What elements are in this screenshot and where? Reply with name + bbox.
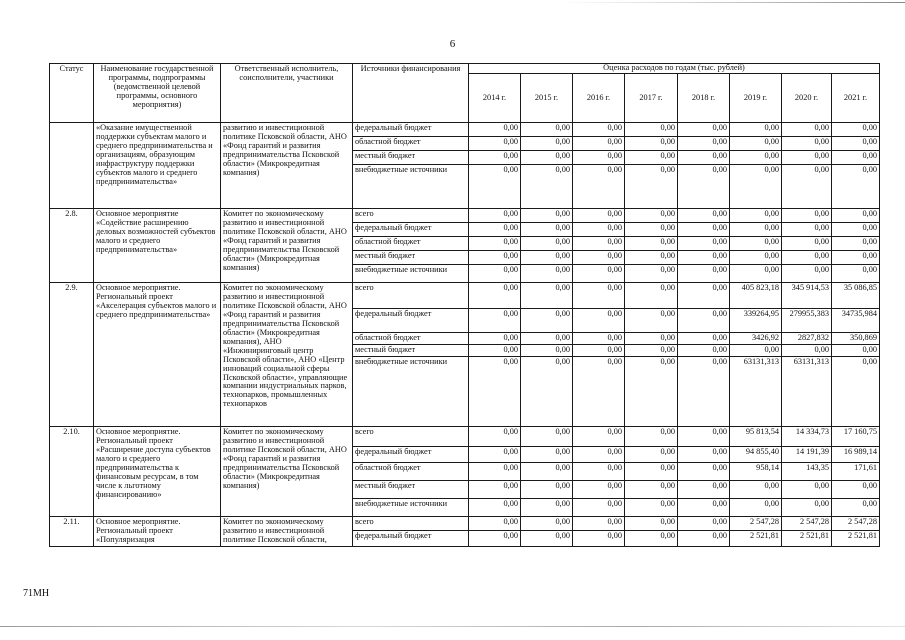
- amount-cell: 0,00: [678, 517, 730, 531]
- amount-cell: 0,00: [573, 517, 625, 531]
- amount-cell: 0,00: [678, 123, 730, 137]
- amount-cell: 0,00: [625, 499, 678, 517]
- row-executor: Комитет по экономическому развитию и инвестиционной политике Псковской области, АНО «Фонд гарантий и развития предпринимательства Псковской области» (Микрокредитная компания): [221, 427, 353, 517]
- amount-cell: 0,00: [521, 237, 573, 251]
- funding-source: федеральный бюджет: [353, 447, 469, 463]
- amount-cell: 63131,313: [730, 357, 782, 427]
- amount-cell: 0,00: [832, 123, 880, 137]
- amount-cell: 0,00: [730, 209, 782, 223]
- amount-cell: 350,869: [832, 333, 880, 345]
- amount-cell: 0,00: [678, 447, 730, 463]
- amount-cell: 0,00: [573, 251, 625, 265]
- amount-cell: 2 547,28: [832, 517, 880, 531]
- amount-cell: 0,00: [469, 209, 521, 223]
- amount-cell: 35 086,85: [832, 283, 880, 309]
- amount-cell: 0,00: [521, 345, 573, 357]
- amount-cell: 14 334,73: [782, 427, 832, 447]
- amount-cell: 0,00: [782, 165, 832, 209]
- amount-cell: 2827,832: [782, 333, 832, 345]
- row-status: 2.11.: [50, 517, 94, 547]
- amount-cell: 0,00: [521, 165, 573, 209]
- funding-source: областной бюджет: [353, 237, 469, 251]
- row-name: «Оказание имущественной поддержки субъектам малого и среднего предпринимательства и организациям, образующим инфраструктуру поддержки субъектов малого и среднего предпринимательства»: [94, 123, 221, 209]
- amount-cell: 0,00: [469, 333, 521, 345]
- amount-cell: 0,00: [678, 427, 730, 447]
- row-status: [50, 123, 94, 209]
- funding-source: всего: [353, 517, 469, 531]
- amount-cell: 0,00: [469, 223, 521, 237]
- amount-cell: 0,00: [573, 345, 625, 357]
- amount-cell: 0,00: [521, 499, 573, 517]
- funding-source: федеральный бюджет: [353, 309, 469, 333]
- amount-cell: 0,00: [469, 427, 521, 447]
- table-row: [50, 283, 880, 309]
- amount-cell: 0,00: [469, 165, 521, 209]
- table-row: [50, 517, 880, 531]
- row-executor: Комитет по экономическому развитию и инвестиционной политике Псковской области, АНО «Фонд гарантий и развития предпринимательства Псковской области» (Микрокредитная компания), АНО «Инжиниринговый центр Псковской области», АНО «Центр инноваций социальной сферы Псковской области», управляющие компании индустриальных парков, технопарков, промышленных технопарков: [221, 283, 353, 427]
- amount-cell: 95 813,54: [730, 427, 782, 447]
- amount-cell: 0,00: [573, 237, 625, 251]
- amount-cell: 0,00: [573, 309, 625, 333]
- amount-cell: 0,00: [678, 345, 730, 357]
- amount-cell: 0,00: [782, 151, 832, 165]
- amount-cell: 0,00: [678, 209, 730, 223]
- amount-cell: 0,00: [782, 223, 832, 237]
- header-year: 2020 г.: [782, 73, 832, 122]
- amount-cell: 0,00: [625, 283, 678, 309]
- amount-cell: 0,00: [521, 530, 573, 546]
- amount-cell: 0,00: [625, 123, 678, 137]
- funding-source: областной бюджет: [353, 137, 469, 151]
- expenditure-table: [49, 63, 880, 547]
- header-status: Статус: [50, 64, 94, 123]
- amount-cell: 0,00: [573, 463, 625, 481]
- amount-cell: 0,00: [782, 123, 832, 137]
- amount-cell: 0,00: [730, 345, 782, 357]
- amount-cell: 0,00: [573, 283, 625, 309]
- amount-cell: 94 855,40: [730, 447, 782, 463]
- row-executor: Комитет по экономическому развитию и инвестиционной политике Псковской области, АНО «Фонд гарантий и развития предпринимательства Псковской области» (Микрокредитная компания): [221, 209, 353, 283]
- amount-cell: 0,00: [782, 345, 832, 357]
- row-status: 2.10.: [50, 427, 94, 517]
- amount-cell: 0,00: [782, 237, 832, 251]
- header-year: 2021 г.: [832, 73, 880, 122]
- funding-source: областной бюджет: [353, 333, 469, 345]
- scan-edge-top: [560, 2, 905, 3]
- header-estimate: Оценка расходов по годам (тыс. рублей): [469, 64, 880, 74]
- amount-cell: 0,00: [469, 309, 521, 333]
- amount-cell: 0,00: [573, 209, 625, 223]
- amount-cell: 0,00: [573, 447, 625, 463]
- amount-cell: 63131,313: [782, 357, 832, 427]
- header-executor: Ответственный исполнитель, соисполнители, участники: [221, 64, 353, 123]
- scan-edge-bottom: [0, 626, 905, 627]
- amount-cell: 0,00: [730, 223, 782, 237]
- funding-source: всего: [353, 427, 469, 447]
- amount-cell: 0,00: [625, 237, 678, 251]
- amount-cell: 0,00: [521, 265, 573, 283]
- amount-cell: 0,00: [469, 123, 521, 137]
- amount-cell: 0,00: [678, 333, 730, 345]
- amount-cell: 0,00: [573, 499, 625, 517]
- funding-source: внебюджетные источники: [353, 499, 469, 517]
- amount-cell: 0,00: [832, 237, 880, 251]
- amount-cell: 0,00: [625, 309, 678, 333]
- amount-cell: 345 914,53: [782, 283, 832, 309]
- funding-source: внебюджетные источники: [353, 357, 469, 427]
- amount-cell: 0,00: [573, 151, 625, 165]
- amount-cell: 0,00: [730, 251, 782, 265]
- amount-cell: 0,00: [625, 137, 678, 151]
- amount-cell: 0,00: [730, 165, 782, 209]
- amount-cell: 2 547,28: [730, 517, 782, 531]
- amount-cell: 0,00: [521, 517, 573, 531]
- amount-cell: 0,00: [832, 165, 880, 209]
- amount-cell: 405 823,18: [730, 283, 782, 309]
- amount-cell: 0,00: [625, 209, 678, 223]
- amount-cell: 0,00: [678, 463, 730, 481]
- amount-cell: 0,00: [782, 481, 832, 499]
- amount-cell: 3426,92: [730, 333, 782, 345]
- amount-cell: 0,00: [625, 357, 678, 427]
- amount-cell: 0,00: [469, 237, 521, 251]
- amount-cell: 0,00: [521, 151, 573, 165]
- header-year: 2017 г.: [625, 73, 678, 122]
- amount-cell: 339264,95: [730, 309, 782, 333]
- amount-cell: 0,00: [573, 357, 625, 427]
- amount-cell: 0,00: [730, 481, 782, 499]
- amount-cell: 0,00: [469, 481, 521, 499]
- funding-source: областной бюджет: [353, 463, 469, 481]
- amount-cell: 0,00: [832, 209, 880, 223]
- amount-cell: 0,00: [521, 123, 573, 137]
- amount-cell: 171,61: [832, 463, 880, 481]
- amount-cell: 0,00: [625, 251, 678, 265]
- row-status: 2.9.: [50, 283, 94, 427]
- amount-cell: 0,00: [832, 345, 880, 357]
- amount-cell: 0,00: [678, 357, 730, 427]
- amount-cell: 0,00: [521, 357, 573, 427]
- funding-source: местный бюджет: [353, 481, 469, 499]
- amount-cell: 0,00: [678, 309, 730, 333]
- amount-cell: 0,00: [678, 499, 730, 517]
- amount-cell: 0,00: [469, 265, 521, 283]
- amount-cell: 0,00: [573, 165, 625, 209]
- amount-cell: 0,00: [730, 151, 782, 165]
- amount-cell: 2 521,81: [730, 530, 782, 546]
- amount-cell: 0,00: [469, 137, 521, 151]
- amount-cell: 0,00: [678, 165, 730, 209]
- amount-cell: 958,14: [730, 463, 782, 481]
- header-year: 2014 г.: [469, 73, 521, 122]
- row-name: Основное мероприятие. Региональный проект «Расширение доступа субъектов малого и среднего предпринимательства к финансовым ресурсам, в том числе к льготному финансированию»: [94, 427, 221, 517]
- amount-cell: 0,00: [521, 251, 573, 265]
- amount-cell: 0,00: [625, 345, 678, 357]
- amount-cell: 0,00: [573, 223, 625, 237]
- amount-cell: 0,00: [782, 137, 832, 151]
- amount-cell: 0,00: [625, 223, 678, 237]
- amount-cell: 0,00: [469, 499, 521, 517]
- amount-cell: 14 191,39: [782, 447, 832, 463]
- amount-cell: 0,00: [730, 137, 782, 151]
- table-row: [50, 123, 880, 137]
- amount-cell: 0,00: [832, 499, 880, 517]
- amount-cell: 0,00: [469, 345, 521, 357]
- amount-cell: 0,00: [521, 463, 573, 481]
- amount-cell: 279955,383: [782, 309, 832, 333]
- header-year: 2018 г.: [678, 73, 730, 122]
- amount-cell: 0,00: [730, 265, 782, 283]
- amount-cell: 0,00: [832, 137, 880, 151]
- funding-source: внебюджетные источники: [353, 165, 469, 209]
- amount-cell: 0,00: [782, 499, 832, 517]
- amount-cell: 0,00: [782, 251, 832, 265]
- amount-cell: 0,00: [678, 530, 730, 546]
- amount-cell: 0,00: [625, 463, 678, 481]
- amount-cell: 0,00: [625, 427, 678, 447]
- amount-cell: 0,00: [521, 481, 573, 499]
- amount-cell: 0,00: [573, 123, 625, 137]
- amount-cell: 0,00: [625, 151, 678, 165]
- amount-cell: 0,00: [730, 123, 782, 137]
- amount-cell: 0,00: [573, 137, 625, 151]
- amount-cell: 0,00: [625, 530, 678, 546]
- amount-cell: 0,00: [573, 481, 625, 499]
- row-executor: Комитет по экономическому развитию и инвестиционной политике Псковской области,: [221, 517, 353, 547]
- amount-cell: 0,00: [678, 223, 730, 237]
- header-year: 2016 г.: [573, 73, 625, 122]
- amount-cell: 0,00: [469, 251, 521, 265]
- amount-cell: 0,00: [625, 447, 678, 463]
- amount-cell: 2 521,81: [782, 530, 832, 546]
- funding-source: всего: [353, 209, 469, 223]
- amount-cell: 0,00: [469, 151, 521, 165]
- amount-cell: 17 160,75: [832, 427, 880, 447]
- amount-cell: 0,00: [832, 481, 880, 499]
- amount-cell: 0,00: [678, 137, 730, 151]
- amount-cell: 0,00: [832, 223, 880, 237]
- amount-cell: 0,00: [678, 151, 730, 165]
- amount-cell: 0,00: [521, 309, 573, 333]
- row-name: Основное мероприятие. Региональный проект «Популяризация: [94, 517, 221, 547]
- amount-cell: 0,00: [469, 357, 521, 427]
- footer-code: 71МН: [23, 588, 50, 599]
- header-year: 2015 г.: [521, 73, 573, 122]
- table-row: [50, 427, 880, 447]
- funding-source: местный бюджет: [353, 251, 469, 265]
- header-year: 2019 г.: [730, 73, 782, 122]
- funding-source: федеральный бюджет: [353, 530, 469, 546]
- amount-cell: 0,00: [469, 530, 521, 546]
- amount-cell: 0,00: [625, 165, 678, 209]
- funding-source: местный бюджет: [353, 345, 469, 357]
- amount-cell: 0,00: [625, 265, 678, 283]
- funding-source: федеральный бюджет: [353, 223, 469, 237]
- amount-cell: 0,00: [521, 447, 573, 463]
- amount-cell: 0,00: [625, 517, 678, 531]
- amount-cell: 0,00: [678, 265, 730, 283]
- amount-cell: 0,00: [573, 265, 625, 283]
- amount-cell: 0,00: [832, 357, 880, 427]
- amount-cell: 0,00: [469, 447, 521, 463]
- amount-cell: 0,00: [469, 283, 521, 309]
- amount-cell: 0,00: [625, 481, 678, 499]
- amount-cell: 0,00: [521, 283, 573, 309]
- amount-cell: 0,00: [832, 151, 880, 165]
- funding-source: местный бюджет: [353, 151, 469, 165]
- amount-cell: 2 547,28: [782, 517, 832, 531]
- row-executor: развитию и инвестиционной политике Псковской области, АНО «Фонд гарантий и развития предпринимательства Псковской области» (Микрокредитная компания): [221, 123, 353, 209]
- amount-cell: 0,00: [678, 283, 730, 309]
- amount-cell: 0,00: [832, 251, 880, 265]
- amount-cell: 0,00: [782, 209, 832, 223]
- amount-cell: 0,00: [625, 333, 678, 345]
- amount-cell: 0,00: [678, 481, 730, 499]
- amount-cell: 0,00: [782, 265, 832, 283]
- amount-cell: 0,00: [832, 265, 880, 283]
- amount-cell: 0,00: [573, 333, 625, 345]
- amount-cell: 0,00: [521, 427, 573, 447]
- amount-cell: 0,00: [678, 237, 730, 251]
- amount-cell: 0,00: [573, 427, 625, 447]
- amount-cell: 0,00: [730, 237, 782, 251]
- amount-cell: 16 989,14: [832, 447, 880, 463]
- row-name: Основное мероприятие «Содействие расширению деловых возможностей субъектов малого и среднего предпринимательства»: [94, 209, 221, 283]
- amount-cell: 2 521,81: [832, 530, 880, 546]
- amount-cell: 0,00: [469, 463, 521, 481]
- amount-cell: 0,00: [469, 517, 521, 531]
- amount-cell: 0,00: [678, 251, 730, 265]
- amount-cell: 0,00: [730, 499, 782, 517]
- funding-source: федеральный бюджет: [353, 123, 469, 137]
- page-number: 6: [449, 38, 456, 50]
- amount-cell: 0,00: [573, 530, 625, 546]
- row-status: 2.8.: [50, 209, 94, 283]
- amount-cell: 0,00: [521, 333, 573, 345]
- amount-cell: 0,00: [521, 137, 573, 151]
- amount-cell: 0,00: [521, 209, 573, 223]
- amount-cell: 0,00: [521, 223, 573, 237]
- header-source: Источники финансирования: [353, 64, 469, 123]
- funding-source: всего: [353, 283, 469, 309]
- amount-cell: 34735,984: [832, 309, 880, 333]
- amount-cell: 143,35: [782, 463, 832, 481]
- header-name: Наименование государственной программы, подпрограммы (ведомственной целевой программы, основного мероприятия): [94, 64, 221, 123]
- row-name: Основное мероприятие. Региональный проект «Акселерация субъектов малого и среднего предпринимательства»: [94, 283, 221, 427]
- table-row: [50, 209, 880, 223]
- funding-source: внебюджетные источники: [353, 265, 469, 283]
